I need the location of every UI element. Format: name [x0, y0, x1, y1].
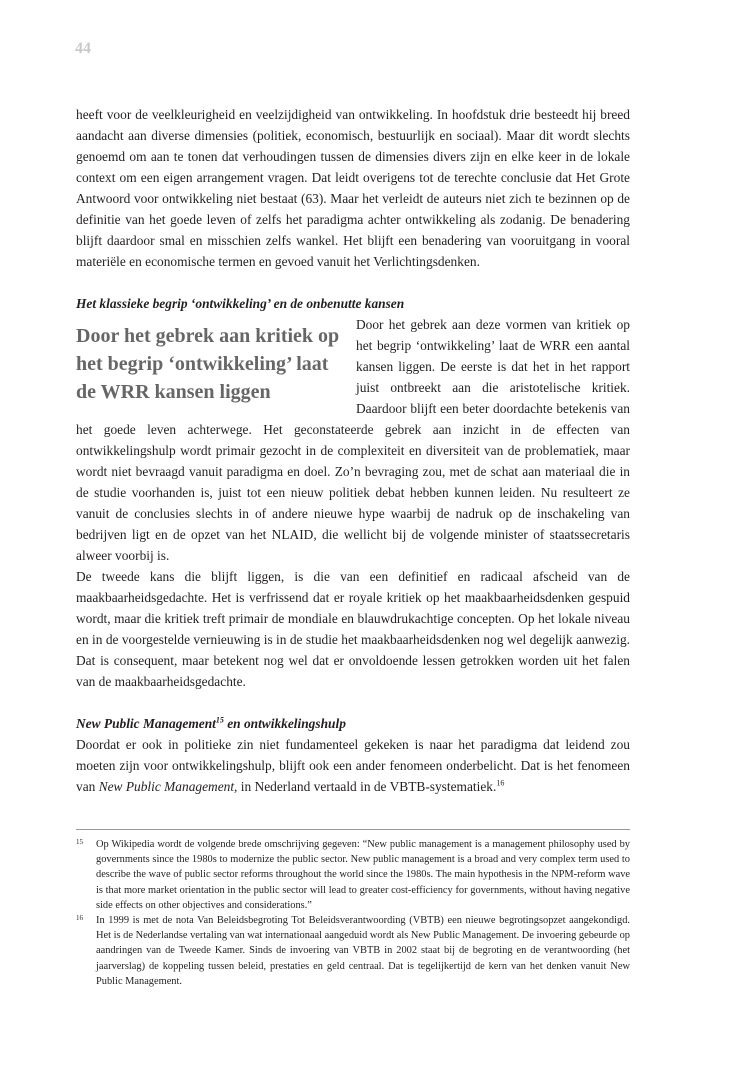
footnote-16	[76, 913, 630, 989]
section2-paragraph-italic: New Public Management,	[98, 779, 238, 794]
footnote-15	[76, 837, 630, 913]
section-heading-ontwikkeling: Het klassieke begrip ‘ontwikkeling’ en de onbenutte kansen	[76, 296, 405, 311]
section-heading-npm	[76, 713, 630, 734]
footnote-text: In 1999 is met de nota Van Beleidsbegroting Tot Beleidsverantwoording (VBTB) een nieuwe begrotingsopzet aangekondigd. Het is de Nederlandse vertaling van wat internationaal aangeduid wordt als New Public Management. De invoering gebeurde op aandringen van de Tweede Kamer. Sinds de invoering van VBTB in 2002 staat bij de begroting en de verantwoording (het jaarverslag) de koppeling tussen beleid, prestaties en geld centraal. Dat is tegelijkertijd de kern van het denken vanuit New Public Management.	[96, 915, 630, 987]
spacer	[76, 272, 630, 293]
section2-paragraph-end: in Nederland vertaald in de VBTB-systematiek.	[237, 779, 497, 794]
footnote-number: 15	[76, 838, 83, 846]
footnote-ref-15: 15	[215, 715, 224, 725]
pull-quote: Door het gebrek aan kritiek op het begrip ‘ontwikkeling’ laat de WRR kansen liggen	[76, 325, 340, 403]
page-number: 44	[75, 40, 91, 57]
footnote-divider	[76, 829, 630, 830]
section1-paragraph-1-text: Door het gebrek aan deze vormen van kritiek op het begrip ‘ontwikkeling’ laat de WRR een aantal kansen liggen. De eerste is dat het in het rapport juist ontbreekt aan die aristotelische kritiek. Daardoor blijft een beter doordachte betekenis van het goede leven achterwege. Het geconstateerde gebrek aan inzicht in de effecten van ontwikkelingshulp wordt primair gezocht in de complexiteit en diversiteit van de problematiek, maar wordt niet bevraagd vanuit paradigma en doel. Zo’n bevraging zou, met de schat aan materiaal die in de studie voorhanden is, juist tot een nieuw politiek debat hebben kunnen leiden. Nu resulteert ze vanuit de conclusies slechts in of andere nieuwe hype waarbij de nadruk op de inschakeling van bedrijven ligt en de opzet van het NLAID, die wellicht bij de volgende minister of staatssecretaris alweer voorbij is.	[76, 317, 630, 563]
body-text	[76, 104, 630, 797]
section-heading-npm-main: New Public Management	[76, 716, 216, 731]
section1-paragraph-2: De tweede kans die blijft liggen, is die van een definitief en radicaal afscheid van de maakbaarheidsgedachte. Het is verfrissend dat er royale kritiek op het maakbaarheidsdenken gespuid wordt, maar die kritiek treft primair de mondiale en blauwdrukachtige concepten. Op het lokale niveau en in de voorgestelde vernieuwing is in de studie het maakbaarheidsdenken nog wel degelijk aanwezig. Dat is consequent, maar betekent nog wel dat er onvoldoende lessen getrokken worden uit het falen van de maakbaarheidsgedachte.	[76, 569, 630, 689]
section1-paragraph-1	[76, 314, 630, 566]
footnote-ref-16: 16	[496, 778, 505, 788]
intro-paragraph: heeft voor de veelkleurigheid en veelzijdigheid van ontwikkeling. In hoofdstuk drie besteedt hij breed aandacht aan diverse dimensies (politiek, economisch, bestuurlijk en sociaal). Maar dit wordt slechts genoemd om aan te tonen dat verhoudingen tussen de dimensies divers zijn en elke keer in de lokale context om een eigen arrangement vragen. Dat leidt overigens tot de terechte conclusie dat Het Grote Antwoord voor ontwikkeling niet bestaat (63). Maar het verleidt de auteurs niet zich te bezinnen op de definitie van het goede leven of zelfs het paradigma achter ontwikkeling als zodanig. De benadering blijft daardoor smal en misschien zelfs wankel. Het blijft een benadering van vooruitgang in vooral materiële en economische termen en gevoed vanuit het Verlichtingsdenken.	[76, 107, 630, 269]
footnotes	[76, 837, 630, 989]
footnote-number: 16	[76, 914, 83, 923]
spacer	[76, 692, 630, 713]
footnote-text: Op Wikipedia wordt de volgende brede omschrijving gegeven: “New public management is a management philosophy used by governments since the 1980s to modernize the public sector. New public management is a broad and very complex term used to describe the wave of public sector reforms throughout the world since the 1980s. The main hypothesis in the NPM-reform wave is that more market orientation in the public sector will lead to greater cost-efficiency for governments, without having negative side effects on other objectives and considerations.”	[96, 839, 630, 911]
section2-paragraph	[76, 734, 630, 797]
section-heading-npm-rest: en ontwikkelingshulp	[223, 716, 346, 731]
section2-paragraph-start: Doordat er ook in politieke zin niet fundamenteel gekeken is naar het paradigma dat leidend zou moeten zijn voor ontwikkelingshulp, blijft ook een ander fenomeen onderbelicht. Dat is het fenomeen van	[76, 737, 630, 794]
